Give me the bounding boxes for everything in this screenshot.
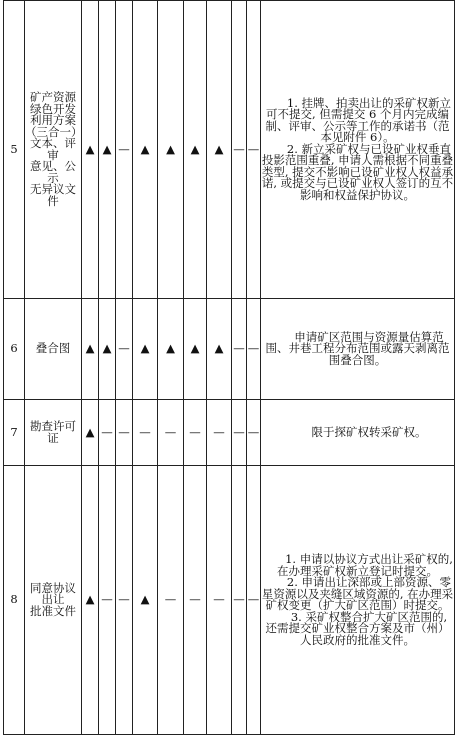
required-mark: ▲ [158,1,184,299]
not-required-mark: — [247,466,261,735]
material-name-line: 无异议文 [30,182,76,196]
row-number: 5 [4,1,25,299]
not-required-mark: — [99,466,116,735]
row-number: 8 [4,466,25,735]
required-mark: ▲ [207,299,232,400]
not-required-mark: — [158,400,184,466]
not-required-mark: — [247,299,261,400]
required-mark: ▲ [82,400,99,466]
material-name-line: 证 [47,430,59,445]
table-row [4,299,455,400]
not-required-mark: — [158,466,184,735]
not-required-mark: — [99,400,116,466]
row-number: 7 [4,400,25,466]
not-required-mark: — [184,466,207,735]
not-required-mark: — [232,1,247,299]
material-name-line: 文本、评审 [30,136,76,162]
not-required-mark: — [116,299,133,400]
material-name-line: 勘查许可 [30,419,76,433]
material-name-line: 矿产资源 [30,90,76,104]
material-name [25,1,82,299]
not-required-mark: — [116,400,133,466]
required-mark: ▲ [99,299,116,400]
material-name [25,400,82,466]
not-required-mark: — [207,400,232,466]
material-name-line: 利用方案 [30,113,76,127]
required-mark: ▲ [82,466,99,735]
table-row [4,466,455,735]
required-mark: ▲ [133,299,158,400]
material-name-line: 叠合图 [35,341,71,356]
not-required-mark: — [232,466,247,735]
remarks-cell [261,299,455,400]
required-mark: ▲ [133,1,158,299]
required-mark: ▲ [82,1,99,299]
material-name-line: 批准文件 [30,603,76,618]
not-required-mark: — [116,466,133,735]
table-row [4,1,455,299]
material-name-line: 出让 [41,592,65,607]
table-body [4,1,455,735]
remark-paragraph: 2. 新立采矿权与已设矿业权垂直投影范围重叠, 申请人需根据不同重叠类型, 提交不影响已设矿业权人权益承诺, 或提交与已设矿业权人签订的互不影响和权益保护协议。 [261,141,454,202]
table-row [4,400,455,466]
remark-paragraph: 限于探矿权转采矿权。 [311,424,427,439]
not-required-mark: — [116,1,133,299]
remark-paragraph: 申请矿区范围与资源量估算范围、井巷工程分布范围或露天剥离范围叠合图。 [265,329,450,367]
required-mark: ▲ [158,299,184,400]
not-required-mark: — [207,466,232,735]
requirements-table [3,0,455,735]
remarks-cell [261,400,455,466]
not-required-mark: — [247,1,261,299]
remarks-cell [261,466,455,735]
material-name-line: 同意协议 [30,580,76,595]
material-name [25,299,82,400]
remark-paragraph: 1. 挂牌、拍卖出让的采矿权新立可不提交, 但需提交 6 个月内完成编制、评审、公示等工作的承诺书（范本见附件 6）。 [265,95,452,145]
row-number: 6 [4,299,25,400]
material-name-line: 绿色开发 [30,101,76,116]
required-mark: ▲ [133,466,158,735]
remark-paragraph: 3. 采矿权整合扩大矿区范围的, 还需提交矿业权整合方案及市（州）人民政府的批准文件。 [265,609,450,647]
material-name [25,466,82,735]
remark-paragraph: 1. 申请以协议方式出让采矿权的, 在办理采矿权新立登记时提交。 [277,552,453,578]
required-mark: ▲ [207,1,232,299]
not-required-mark: — [133,400,158,466]
not-required-mark: — [247,400,261,466]
not-required-mark: — [184,400,207,466]
material-name-line: （三合一） [25,124,83,139]
required-mark: ▲ [184,1,207,299]
not-required-mark: — [232,400,247,466]
remarks-cell [261,1,455,299]
not-required-mark: — [232,299,247,400]
required-mark: ▲ [99,1,116,299]
required-mark: ▲ [184,299,207,400]
material-name-line: 件 [47,193,59,208]
required-mark: ▲ [82,299,99,400]
remark-paragraph: 2. 申请出让深部或上部资源、零星资源以及夹缝区域资源的, 在办理采矿权变更（扩大矿区范围）时提交。 [261,575,454,612]
material-name-line: 意见、公示 [30,159,76,185]
